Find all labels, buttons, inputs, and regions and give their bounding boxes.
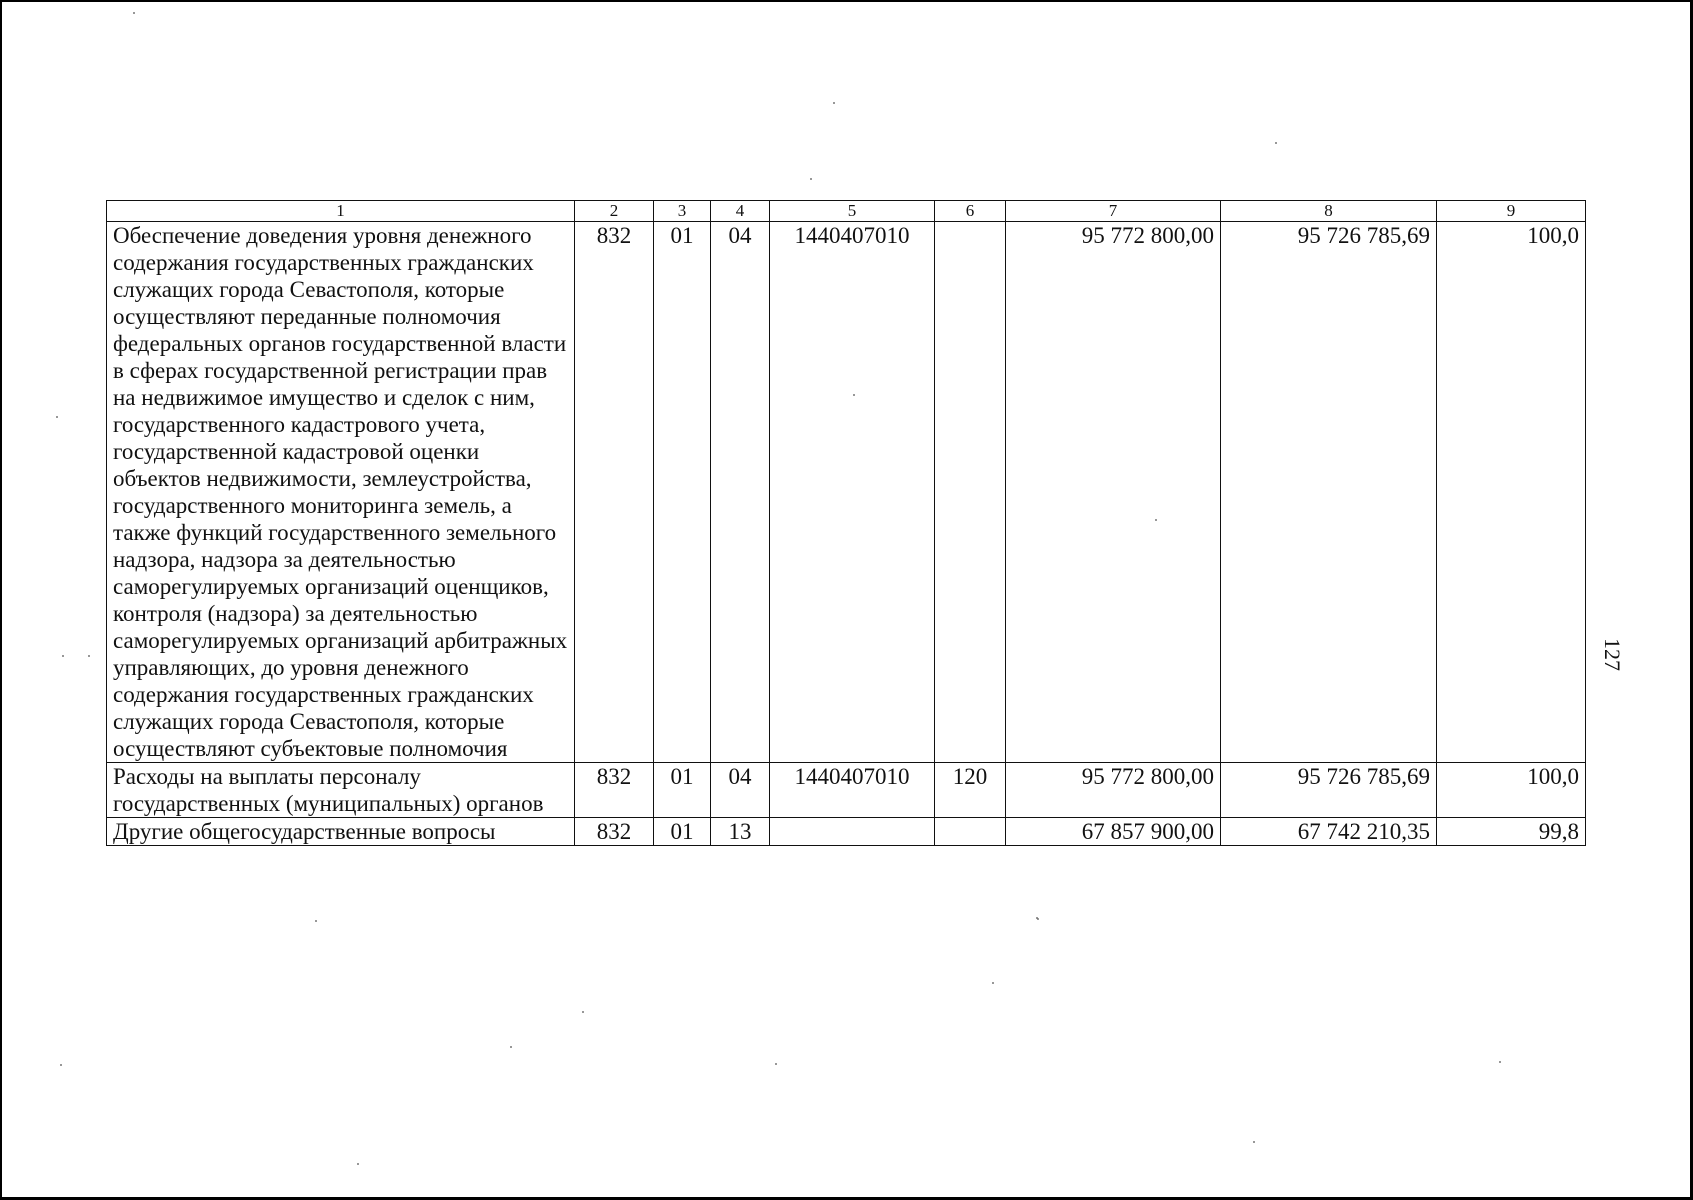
header-col-7: 7 [1006, 201, 1221, 222]
row-col8: 95 726 785,69 [1221, 763, 1437, 818]
table-row [107, 763, 1586, 818]
budget-table [106, 200, 1586, 846]
row-name: Расходы на выплаты персоналу государственных (муниципальных) органов [107, 763, 575, 818]
header-col-4: 4 [711, 201, 770, 222]
row-col3: 01 [654, 222, 711, 763]
scan-speck [1155, 519, 1157, 521]
scan-speck [1499, 1061, 1501, 1063]
scan-speck [775, 1063, 777, 1065]
row-col6: 120 [935, 763, 1006, 818]
row-col4: 04 [711, 222, 770, 763]
row-col2: 832 [575, 763, 654, 818]
row-col9: 100,0 [1437, 763, 1586, 818]
scan-speck [833, 102, 835, 104]
row-name: Другие общегосударственные вопросы [107, 818, 575, 846]
row-col6 [935, 222, 1006, 763]
scan-speck [56, 416, 58, 418]
header-col-5: 5 [770, 201, 935, 222]
row-col7: 67 857 900,00 [1006, 818, 1221, 846]
row-col3: 01 [654, 763, 711, 818]
row-col5 [770, 818, 935, 846]
row-col2: 832 [575, 222, 654, 763]
scan-speck [582, 1011, 584, 1013]
scan-speck [992, 982, 994, 984]
page-number: 127 [1600, 638, 1625, 671]
header-col-3: 3 [654, 201, 711, 222]
header-col-1: 1 [107, 201, 575, 222]
scan-speck [315, 920, 317, 922]
row-col6 [935, 818, 1006, 846]
scan-speck [510, 1046, 512, 1048]
row-name: Обеспечение доведения уровня денежного содержания государственных гражданских служащих города Севастополя, которые осуществляют переданные полномочия федеральных органов государственной власти в сферах государственной регистрации прав на недвижимое имущество и сделок с ним, государственного кадастрового учета, государственной кадастровой оценки объектов недвижимости, землеустройства, государственного мониторинга земель, а также функций государственного земельного надзора, надзора за деятельностью саморегулируемых организаций оценщиков, контроля (надзора) за деятельностью саморегулируемых организаций арбитражных управляющих, до уровня денежного содержания государственных гражданских служащих города Севастополя, которые осуществляют субъектовые полномочия [107, 222, 575, 763]
header-col-9: 9 [1437, 201, 1586, 222]
table-row [107, 818, 1586, 846]
row-col5: 1440407010 [770, 222, 935, 763]
scan-speck [810, 178, 812, 180]
row-col4: 13 [711, 818, 770, 846]
table-header-row [107, 201, 1586, 222]
scan-speck [88, 655, 90, 657]
row-col4: 04 [711, 763, 770, 818]
scan-speck [62, 655, 64, 657]
row-col7: 95 772 800,00 [1006, 222, 1221, 763]
scan-speck [1275, 142, 1277, 144]
row-col9: 99,8 [1437, 818, 1586, 846]
row-col8: 95 726 785,69 [1221, 222, 1437, 763]
scan-speck [1036, 917, 1038, 919]
row-col9: 100,0 [1437, 222, 1586, 763]
row-col3: 01 [654, 818, 711, 846]
scan-speck [133, 12, 135, 14]
table-row [107, 222, 1586, 763]
header-col-6: 6 [935, 201, 1006, 222]
row-col2: 832 [575, 818, 654, 846]
row-col5: 1440407010 [770, 763, 935, 818]
header-col-8: 8 [1221, 201, 1437, 222]
scan-speck [60, 1064, 62, 1066]
row-col7: 95 772 800,00 [1006, 763, 1221, 818]
row-col8: 67 742 210,35 [1221, 818, 1437, 846]
scan-speck [357, 1163, 359, 1165]
scan-speck [853, 394, 855, 396]
header-col-2: 2 [575, 201, 654, 222]
scan-speck [1253, 1141, 1255, 1143]
